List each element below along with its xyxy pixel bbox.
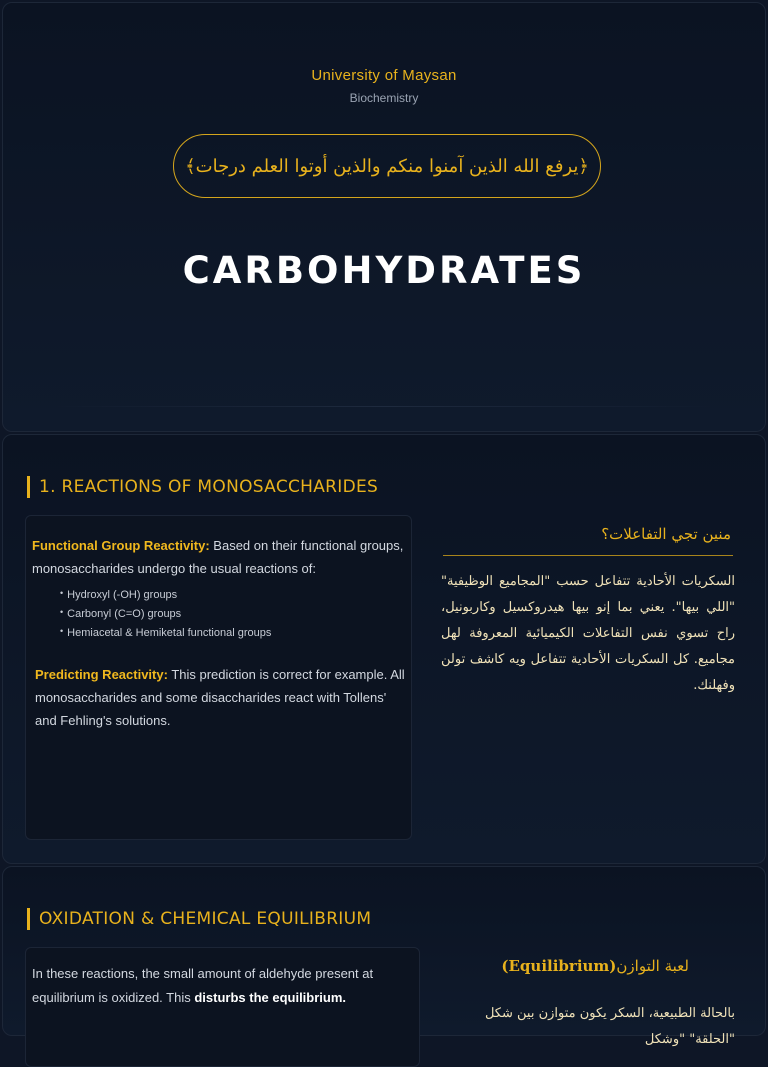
group-list <box>60 586 405 643</box>
arabic-divider <box>443 555 733 556</box>
functional-text: Based on their functional groups, monosaccharides undergo the usual reactions of: <box>32 538 404 576</box>
verse-text: ﴿يرفع الله الذين آمنوا منكم والذين أوتوا العلم درجات﴾ <box>185 155 589 177</box>
predicting-text: This prediction is correct for example. All monosaccharides and some disaccharides react with Tollens' and Fehling's solutions. <box>35 667 405 728</box>
arabic-text: بالحالة الطبيعية، السكر يكون متوازن بين شكل "الحلقة" "وشكل <box>484 1006 735 1047</box>
section-oxidation-card <box>2 866 766 1047</box>
section-reactions-card <box>2 434 766 864</box>
list-item: • Hemiacetal & Hemiketal functional groups <box>60 626 272 639</box>
subject-name: Biochemistry <box>349 91 419 105</box>
bullet-icon: • <box>60 607 64 617</box>
predicting-label: Predicting Reactivity: <box>35 667 168 682</box>
quran-verse <box>173 134 601 198</box>
arabic-text: السكريات الأحادية تتفاعل حسب "المجاميع الوظيفية" "اللي بيها". يعني بما إنو بيها هيدروكسيل وكاربونيل، راح تسوي نفس التفاعلات الكيميائية المعروفة لهل مجاميع. كل السكريات الأحادية تتفاعل ويه كاشف تولن وفهلنك. <box>441 574 735 693</box>
hero-divider <box>43 406 725 407</box>
hero-card <box>2 2 766 432</box>
arabic-heading: منين تجي التفاعلات؟ <box>601 525 731 543</box>
section-title: OXIDATION & CHEMICAL EQUILIBRIUM <box>27 908 371 930</box>
list-item: • Hydroxyl (-OH) groups <box>60 588 178 601</box>
arabic-explanation-box <box>433 515 745 840</box>
bullet-icon: • <box>60 626 64 636</box>
list-item: • Carbonyl (C=O) groups <box>60 607 182 620</box>
section-title: 1. REACTIONS OF MONOSACCHARIDES <box>27 476 378 498</box>
oxidation-strong: disturbs the equilibrium. <box>194 990 347 1005</box>
functional-label: Functional Group Reactivity: <box>32 538 210 553</box>
arabic-heading: لعبة التوازن(Equilibrium) <box>501 957 689 975</box>
arabic-explanation-box <box>433 947 745 1047</box>
university-name: University of Maysan <box>311 67 457 84</box>
page-title: CARBOHYDRATES <box>182 249 586 292</box>
functional-paragraph <box>32 534 405 580</box>
oxidation-text: In these reactions, the small amount of aldehyde present at equilibrium is oxidized. This <box>32 966 374 1005</box>
predicting-paragraph <box>32 663 405 732</box>
english-explanation-box <box>25 947 420 1067</box>
bullet-icon: • <box>60 588 64 598</box>
english-explanation-box <box>25 515 412 840</box>
